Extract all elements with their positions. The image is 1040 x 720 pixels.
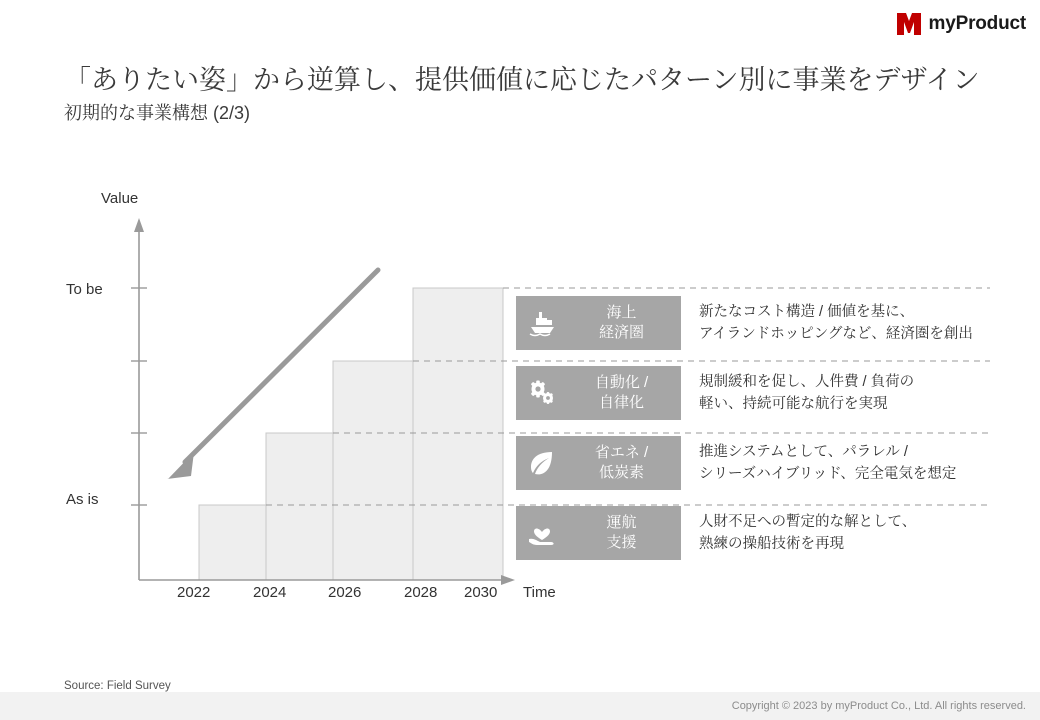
pattern-description: 人財不足への暫定的な解として、 熟練の操船技術を再現 — [699, 513, 917, 552]
step-areas — [199, 288, 503, 580]
pattern-chip-label: 自動化 / 自律化 — [594, 373, 649, 411]
pattern-description: 新たなコスト構造 / 価値を基に、 アイランドホッピングなど、経済圏を創出 — [699, 303, 973, 342]
time-axis-label: Time — [523, 584, 556, 601]
copyright-note: Copyright © 2023 by myProduct Co., Ltd. All rights reserved. — [731, 700, 1026, 712]
page-subtitle: 初期的な事業構想 (2/3) — [64, 103, 251, 123]
pattern-chip[interactable] — [516, 436, 681, 490]
gears-icon — [516, 366, 568, 420]
page-title: 「ありたい姿」から逆算し、提供価値に応じたパターン別に事業をデザイン — [64, 65, 980, 95]
list-item[interactable] — [516, 498, 1016, 568]
pattern-chip[interactable] — [516, 366, 681, 420]
hand-heart-icon — [516, 506, 568, 560]
x-tick-2024: 2024 — [253, 584, 287, 601]
value-axis-label: Value — [101, 190, 139, 207]
list-item[interactable] — [516, 428, 1016, 498]
pattern-description: 推進システムとして、パラレル / シリーズハイブリッド、完全電気を想定 — [699, 443, 957, 482]
pattern-chip[interactable] — [516, 296, 681, 350]
brand-name: myProduct — [928, 13, 1026, 34]
x-tick-2030: 2030 — [464, 584, 498, 601]
pattern-description: 規制緩和を促し、人件費 / 負荷の 軽い、持続可能な航行を実現 — [699, 373, 915, 412]
pattern-chip-label: 省エネ / 低炭素 — [594, 443, 649, 481]
m-mark-icon — [896, 12, 922, 36]
list-item[interactable] — [516, 288, 1016, 358]
y-tick-to-be: To be — [66, 281, 103, 298]
brand-logo — [896, 12, 1026, 36]
pattern-chip-label: 海上 経済圏 — [598, 303, 644, 341]
ship-icon — [516, 296, 568, 350]
trend-arrow — [167, 270, 378, 479]
value-axis — [131, 218, 147, 580]
pattern-list — [516, 288, 1016, 568]
x-tick-2022: 2022 — [177, 584, 211, 601]
y-tick-as-is: As is — [66, 491, 99, 508]
pattern-chip-label: 運航 支援 — [606, 513, 637, 551]
leaf-icon — [516, 436, 568, 490]
list-item[interactable] — [516, 358, 1016, 428]
x-tick-2026: 2026 — [328, 584, 362, 601]
x-tick-2028: 2028 — [404, 584, 438, 601]
source-note: Source: Field Survey — [64, 680, 171, 692]
pattern-chip[interactable] — [516, 506, 681, 560]
